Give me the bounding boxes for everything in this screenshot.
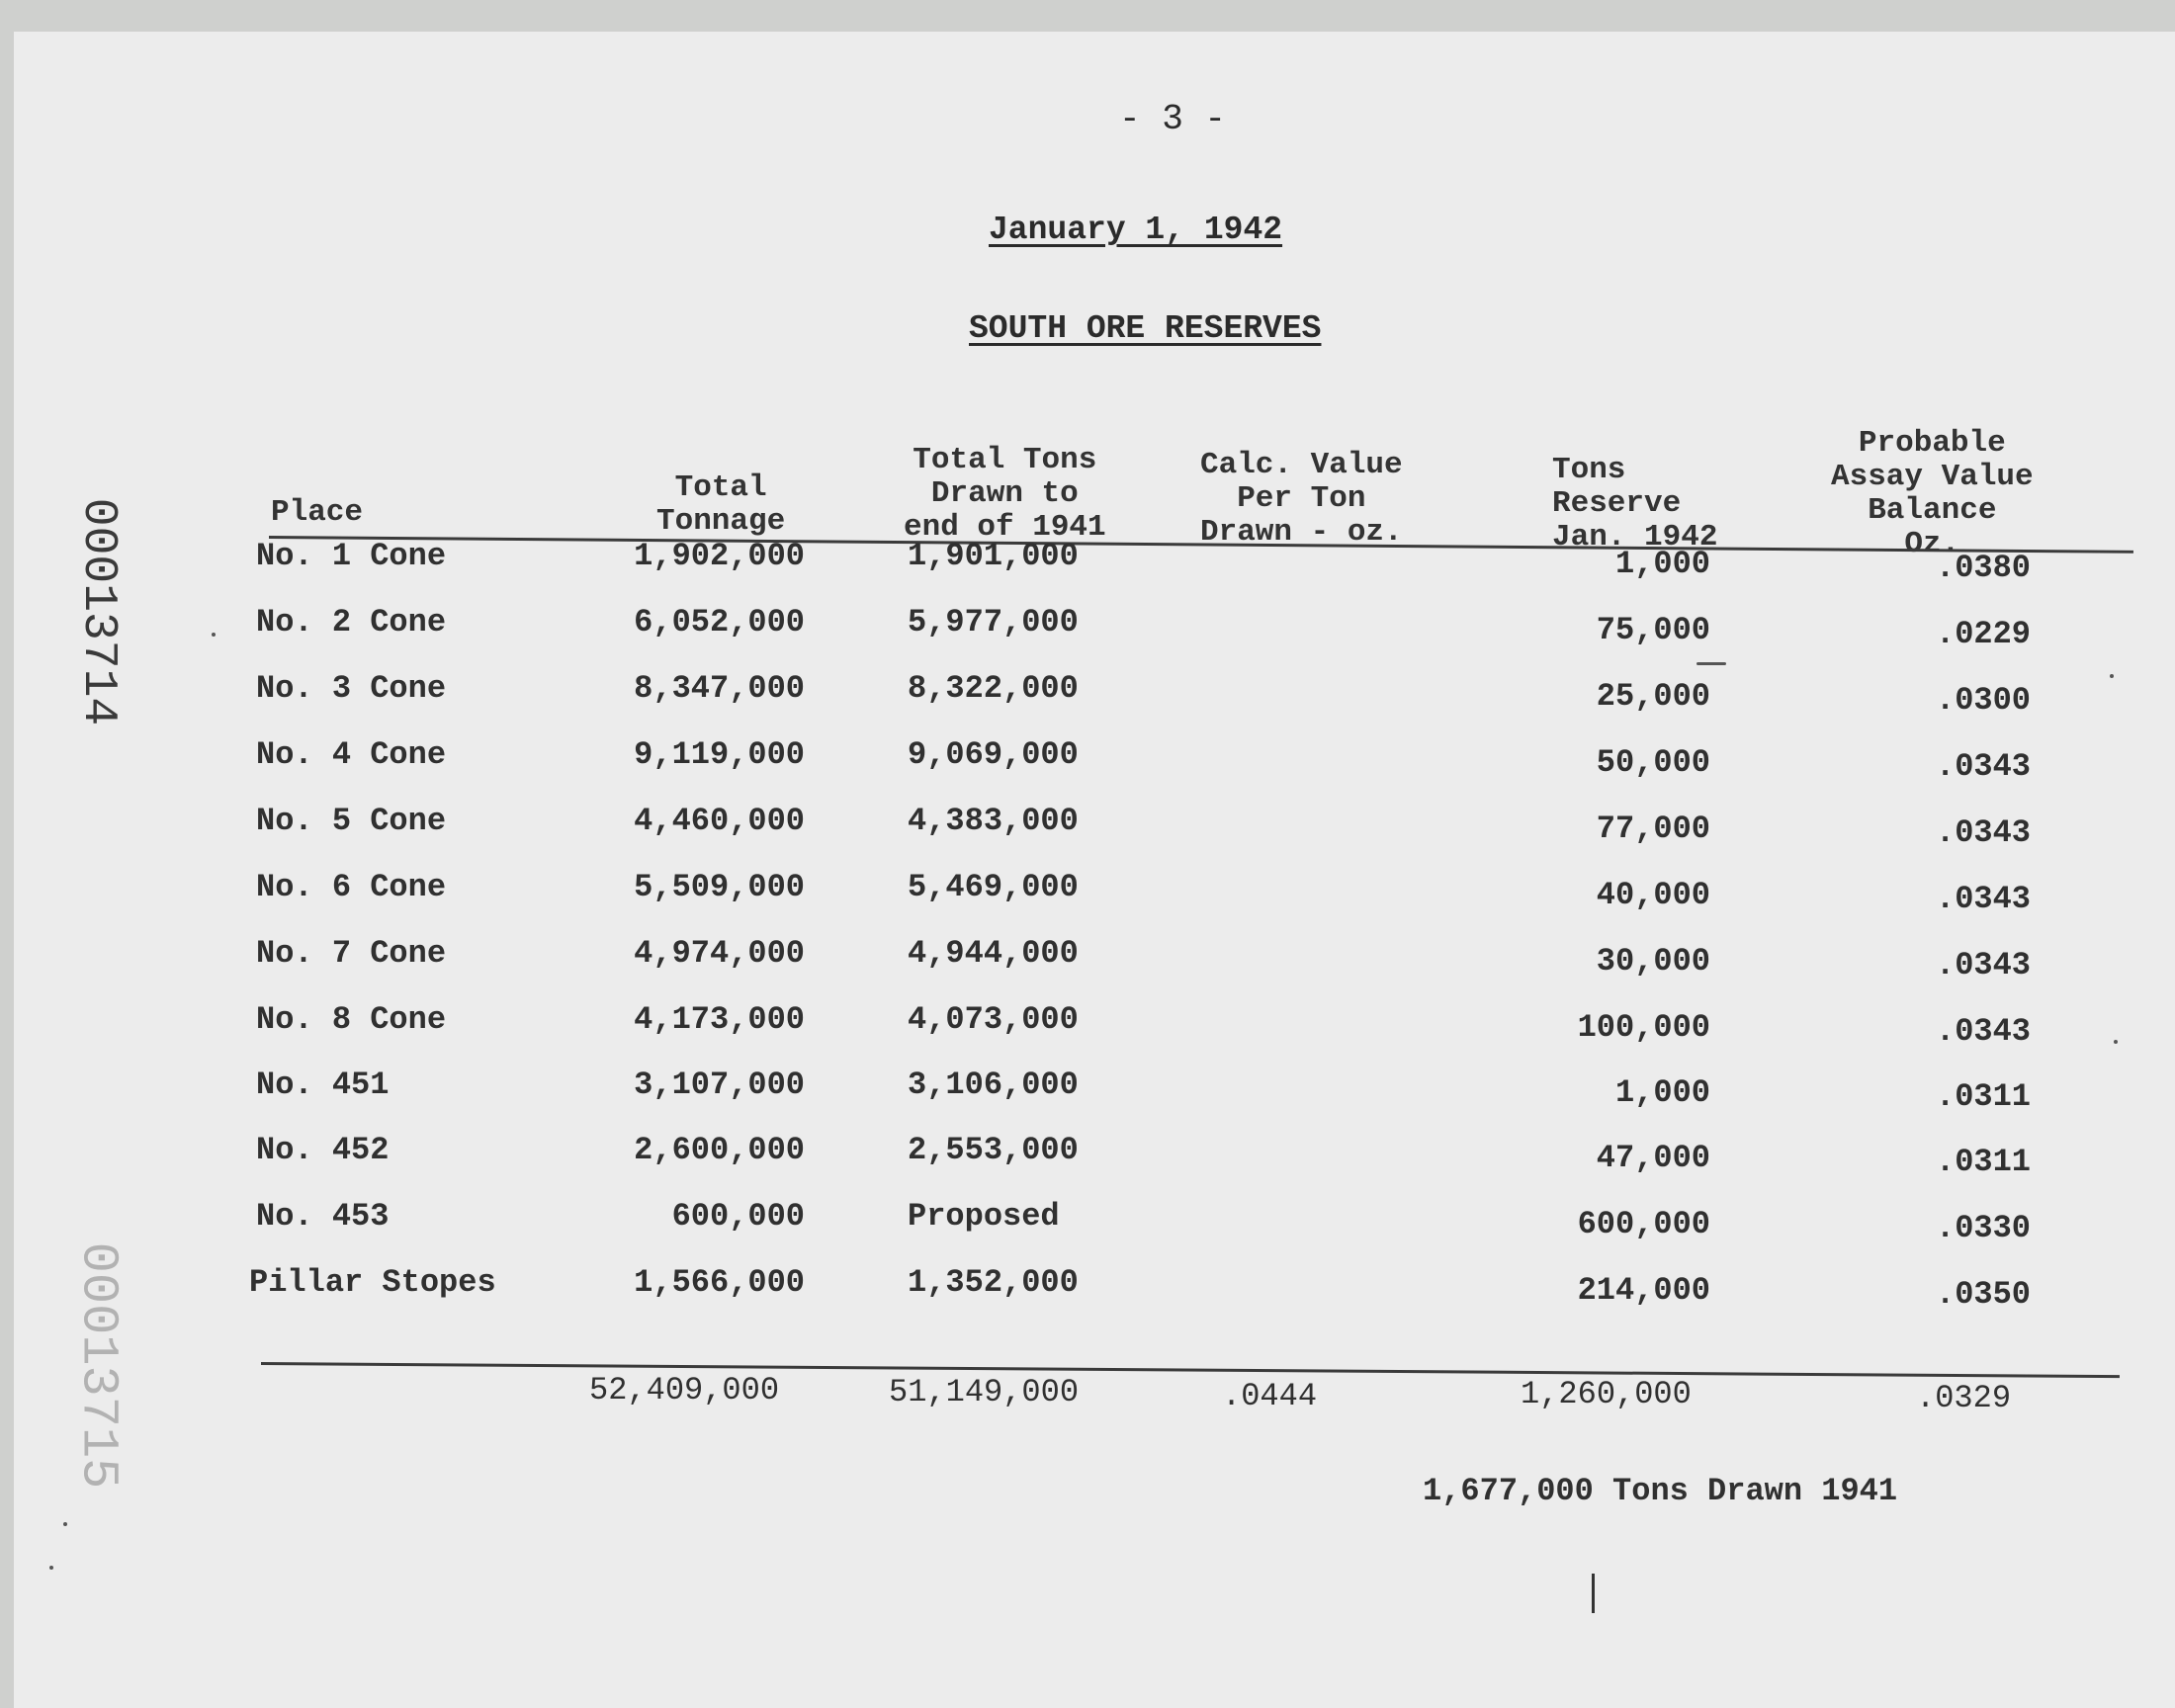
- assay-value-total: .0329: [1916, 1380, 2012, 1416]
- cell-place: No. 7 Cone: [256, 935, 447, 972]
- pen-mark: [1592, 1574, 1595, 1613]
- cell-place: No. 453: [256, 1198, 390, 1235]
- table-row: [14, 1198, 2175, 1263]
- cell-tons-reserve: 50,000: [1596, 744, 1710, 781]
- total-tonnage-sum: 52,409,000: [589, 1372, 780, 1409]
- footnote-tons-drawn: 1,677,000 Tons Drawn 1941: [1423, 1473, 1898, 1509]
- cell-tons-drawn: Proposed: [908, 1198, 1060, 1235]
- cell-place: Pillar Stopes: [249, 1264, 496, 1301]
- table-row: [14, 935, 2175, 1000]
- cell-tons-drawn: 1,901,000: [908, 538, 1079, 574]
- cell-place: No. 2 Cone: [256, 604, 447, 640]
- cell-tons-drawn: 2,553,000: [908, 1132, 1079, 1168]
- table-row: [14, 1067, 2175, 1132]
- cell-assay-value: .0343: [1935, 1013, 2031, 1050]
- table-row: [14, 869, 2175, 934]
- table-row: [14, 670, 2175, 735]
- table-row: [14, 803, 2175, 868]
- cell-tons-reserve: 25,000: [1596, 678, 1710, 715]
- cell-assay-value: .0380: [1935, 550, 2031, 586]
- cell-assay-value: .0350: [1935, 1276, 2031, 1313]
- calc-value-total: .0444: [1222, 1378, 1318, 1414]
- cell-tons-drawn: 5,977,000: [908, 604, 1079, 640]
- cell-total-tonnage: 9,119,000: [634, 736, 805, 773]
- cell-place: No. 5 Cone: [256, 803, 447, 839]
- cell-place: No. 4 Cone: [256, 736, 447, 773]
- cell-total-tonnage: 2,600,000: [634, 1132, 805, 1168]
- cell-tons-reserve: 600,000: [1577, 1206, 1710, 1242]
- cell-total-tonnage: 4,460,000: [634, 803, 805, 839]
- cell-place: No. 6 Cone: [256, 869, 447, 905]
- cell-assay-value: .0229: [1935, 616, 2031, 652]
- cell-total-tonnage: 8,347,000: [634, 670, 805, 707]
- cell-place: No. 452: [256, 1132, 390, 1168]
- cell-tons-drawn: 1,352,000: [908, 1264, 1079, 1301]
- total-reserve-sum: 1,260,000: [1521, 1376, 1692, 1412]
- cell-tons-reserve: 100,000: [1577, 1009, 1710, 1046]
- cell-assay-value: .0343: [1935, 814, 2031, 851]
- speck: [2114, 1040, 2118, 1044]
- cell-place: No. 1 Cone: [256, 538, 447, 574]
- cell-assay-value: .0311: [1935, 1078, 2031, 1115]
- header-total-tonnage: Total Tonnage: [656, 470, 786, 539]
- cell-tons-drawn: 9,069,000: [908, 736, 1079, 773]
- table-row: [14, 1001, 2175, 1067]
- document-title: SOUTH ORE RESERVES: [969, 310, 1322, 347]
- side-stamp-number: 00013714: [71, 497, 126, 726]
- cell-tons-reserve: 40,000: [1596, 877, 1710, 913]
- table-row: [14, 604, 2175, 669]
- cell-tons-reserve: 30,000: [1596, 943, 1710, 980]
- cell-tons-drawn: 4,944,000: [908, 935, 1079, 972]
- side-stamp-number-faint: 00013715: [68, 1241, 128, 1490]
- total-drawn-sum: 51,149,000: [889, 1374, 1080, 1410]
- cell-tons-drawn: 5,469,000: [908, 869, 1079, 905]
- cell-total-tonnage: 4,173,000: [634, 1001, 805, 1038]
- cell-total-tonnage: 3,107,000: [634, 1067, 805, 1103]
- speck: [63, 1522, 67, 1526]
- cell-assay-value: .0311: [1935, 1144, 2031, 1180]
- page-number: - 3 -: [1119, 99, 1227, 139]
- cell-tons-reserve: 1,000: [1614, 1074, 1710, 1111]
- table-row: [14, 736, 2175, 802]
- cell-tons-drawn: 4,073,000: [908, 1001, 1079, 1038]
- cell-place: No. 8 Cone: [256, 1001, 447, 1038]
- document-date: January 1, 1942: [989, 212, 1283, 248]
- cell-total-tonnage: 4,974,000: [634, 935, 805, 972]
- cell-tons-reserve: 1,000: [1614, 546, 1710, 582]
- cell-assay-value: .0343: [1935, 748, 2031, 785]
- speck: [212, 633, 216, 637]
- header-tons-reserve: Tons Reserve Jan. 1942: [1552, 453, 1718, 555]
- cell-assay-value: .0300: [1935, 682, 2031, 719]
- cell-total-tonnage: 5,509,000: [634, 869, 805, 905]
- cell-tons-reserve: 214,000: [1577, 1272, 1710, 1309]
- header-tons-drawn: Total Tons Drawn to end of 1941: [904, 443, 1106, 545]
- header-calc-value: Calc. Value Per Ton Drawn - oz.: [1200, 448, 1403, 550]
- header-place: Place: [271, 495, 364, 530]
- cell-tons-reserve: 77,000: [1596, 811, 1710, 847]
- cell-assay-value: .0330: [1935, 1210, 2031, 1246]
- cell-tons-reserve: 75,000: [1596, 612, 1710, 648]
- cell-tons-drawn: 4,383,000: [908, 803, 1079, 839]
- cell-place: No. 451: [256, 1067, 390, 1103]
- header-assay-value: Probable Assay Value Balance Oz.: [1831, 426, 2034, 561]
- speck: [49, 1566, 53, 1570]
- cell-tons-drawn: 3,106,000: [908, 1067, 1079, 1103]
- speck: [2110, 674, 2114, 678]
- table-row: [14, 538, 2175, 603]
- table-row: [14, 1132, 2175, 1197]
- cell-total-tonnage: 1,566,000: [634, 1264, 805, 1301]
- cell-total-tonnage: 6,052,000: [634, 604, 805, 640]
- cell-tons-drawn: 8,322,000: [908, 670, 1079, 707]
- table-row: [14, 1264, 2175, 1329]
- cell-assay-value: .0343: [1935, 947, 2031, 983]
- cell-tons-reserve: 47,000: [1596, 1140, 1710, 1176]
- cell-total-tonnage: 1,902,000: [634, 538, 805, 574]
- cell-total-tonnage: 600,000: [671, 1198, 805, 1235]
- document-page: [14, 32, 2175, 1708]
- speck: [1696, 662, 1726, 665]
- cell-assay-value: .0343: [1935, 881, 2031, 917]
- cell-place: No. 3 Cone: [256, 670, 447, 707]
- totals-rule: [261, 1362, 2120, 1378]
